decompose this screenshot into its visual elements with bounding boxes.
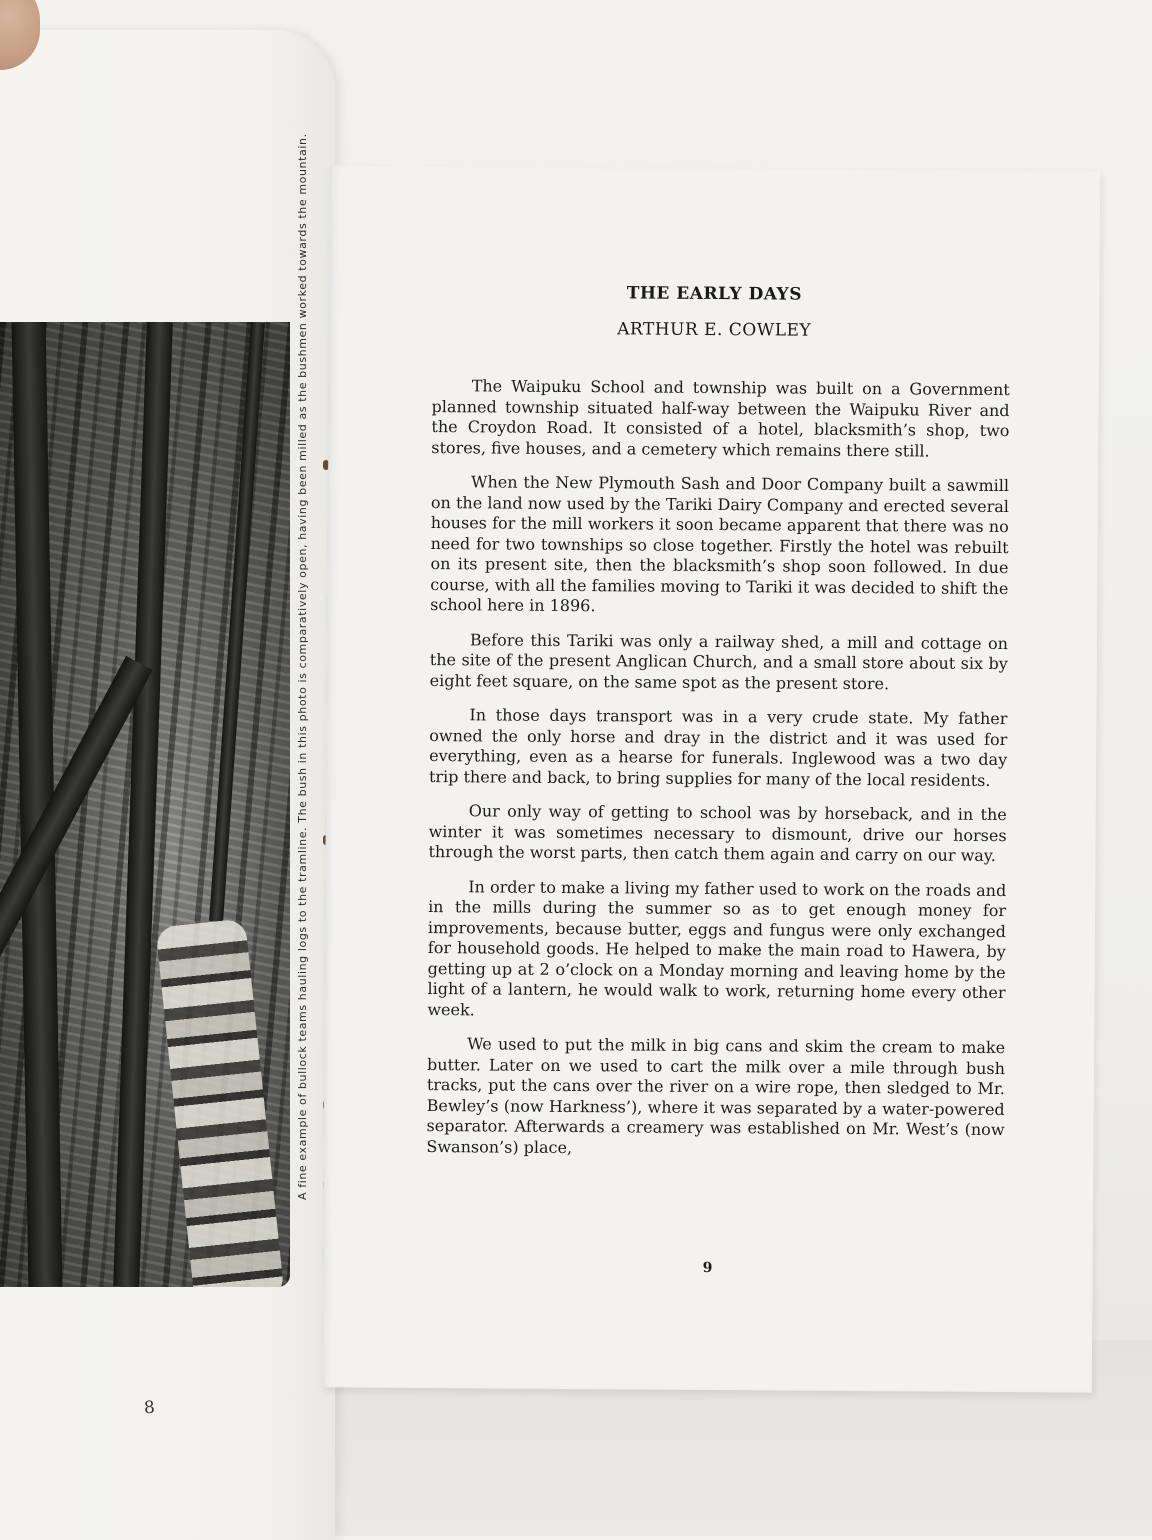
paragraph: When the New Plymouth Sash and Door Company built a sawmill on the land now used by the Tariki Dairy Company and erected several houses for the mill workers it soon became apparent that there was no need for two townships so close together. Firstly the hotel was rebuilt on its present site, then the blacksmith’s shop soon followed. In due course, with all the families moving to Tariki it was decided to shift the school here in 1896. <box>430 472 1010 616</box>
left-page-number: 8 <box>143 1397 156 1419</box>
paragraph: Our only way of getting to school was by horseback, and in the winter it was sometimes necessary to dismount, drive our horses through the worst parts, then catch them again and carry on our way. <box>428 801 1007 865</box>
photo-caption: A fine example of bullock teams hauling logs to the tramline. The bush in this photo is comparatively open, having been milled as the bushmen worked towards the mountain. <box>296 133 309 1200</box>
tree-trunk <box>209 322 265 922</box>
paragraph: In order to make a living my father used to work on the roads and in the mills during the summer so as to get enough money for improvements, because butter, eggs and fungus were only exchanged for household goods. He helped to make the main road to Hawera, by getting up at 2 o’clock on a Monday morning and leaving home by the light of a lantern, he would walk to work, returning home every other week. <box>427 876 1007 1019</box>
right-page <box>322 165 1101 1392</box>
right-page-number: 9 <box>702 1259 713 1277</box>
bullock-team <box>155 918 284 1287</box>
paragraph: We used to put the milk in big cans and skim the cream to make butter. Later on we used to cart the milk over a mile through bush tracks, put the cans over the river on a wire rope, then sledged to Mr. Bewley’s (now Harkness’), where it was separated by a water-powered separator. Afterwards a creamery was established on Mr. West’s (now Swanson’s) place, <box>426 1034 1006 1157</box>
tree-trunk <box>113 322 173 1287</box>
bullock-team-photo <box>0 322 290 1287</box>
paragraph: Before this Tariki was only a railway shed, a mill and cottage on the site of the present Anglican Church, and a small store about six by eight feet square, on the same spot as the present store. <box>429 629 1009 693</box>
article-title: THE EARLY DAYS <box>626 283 803 305</box>
article-author: ARTHUR E. COWLEY <box>617 319 812 341</box>
article-body <box>426 376 1010 1175</box>
paragraph: In those days transport was in a very crude state. My father owned the only horse and dray in the district and it was used for everything, even as a hearse for funerals. Inglewood was a two day trip there and back, to bring supplies for many of the local residents. <box>428 705 1008 790</box>
paragraph: The Waipuku School and township was built on a Government planned township situated half-way between the Waipuku River and the Croydon Road. It consisted of a hotel, blacksmith’s shop, two stores, five houses, and a cemetery which remains there still. <box>431 376 1010 461</box>
